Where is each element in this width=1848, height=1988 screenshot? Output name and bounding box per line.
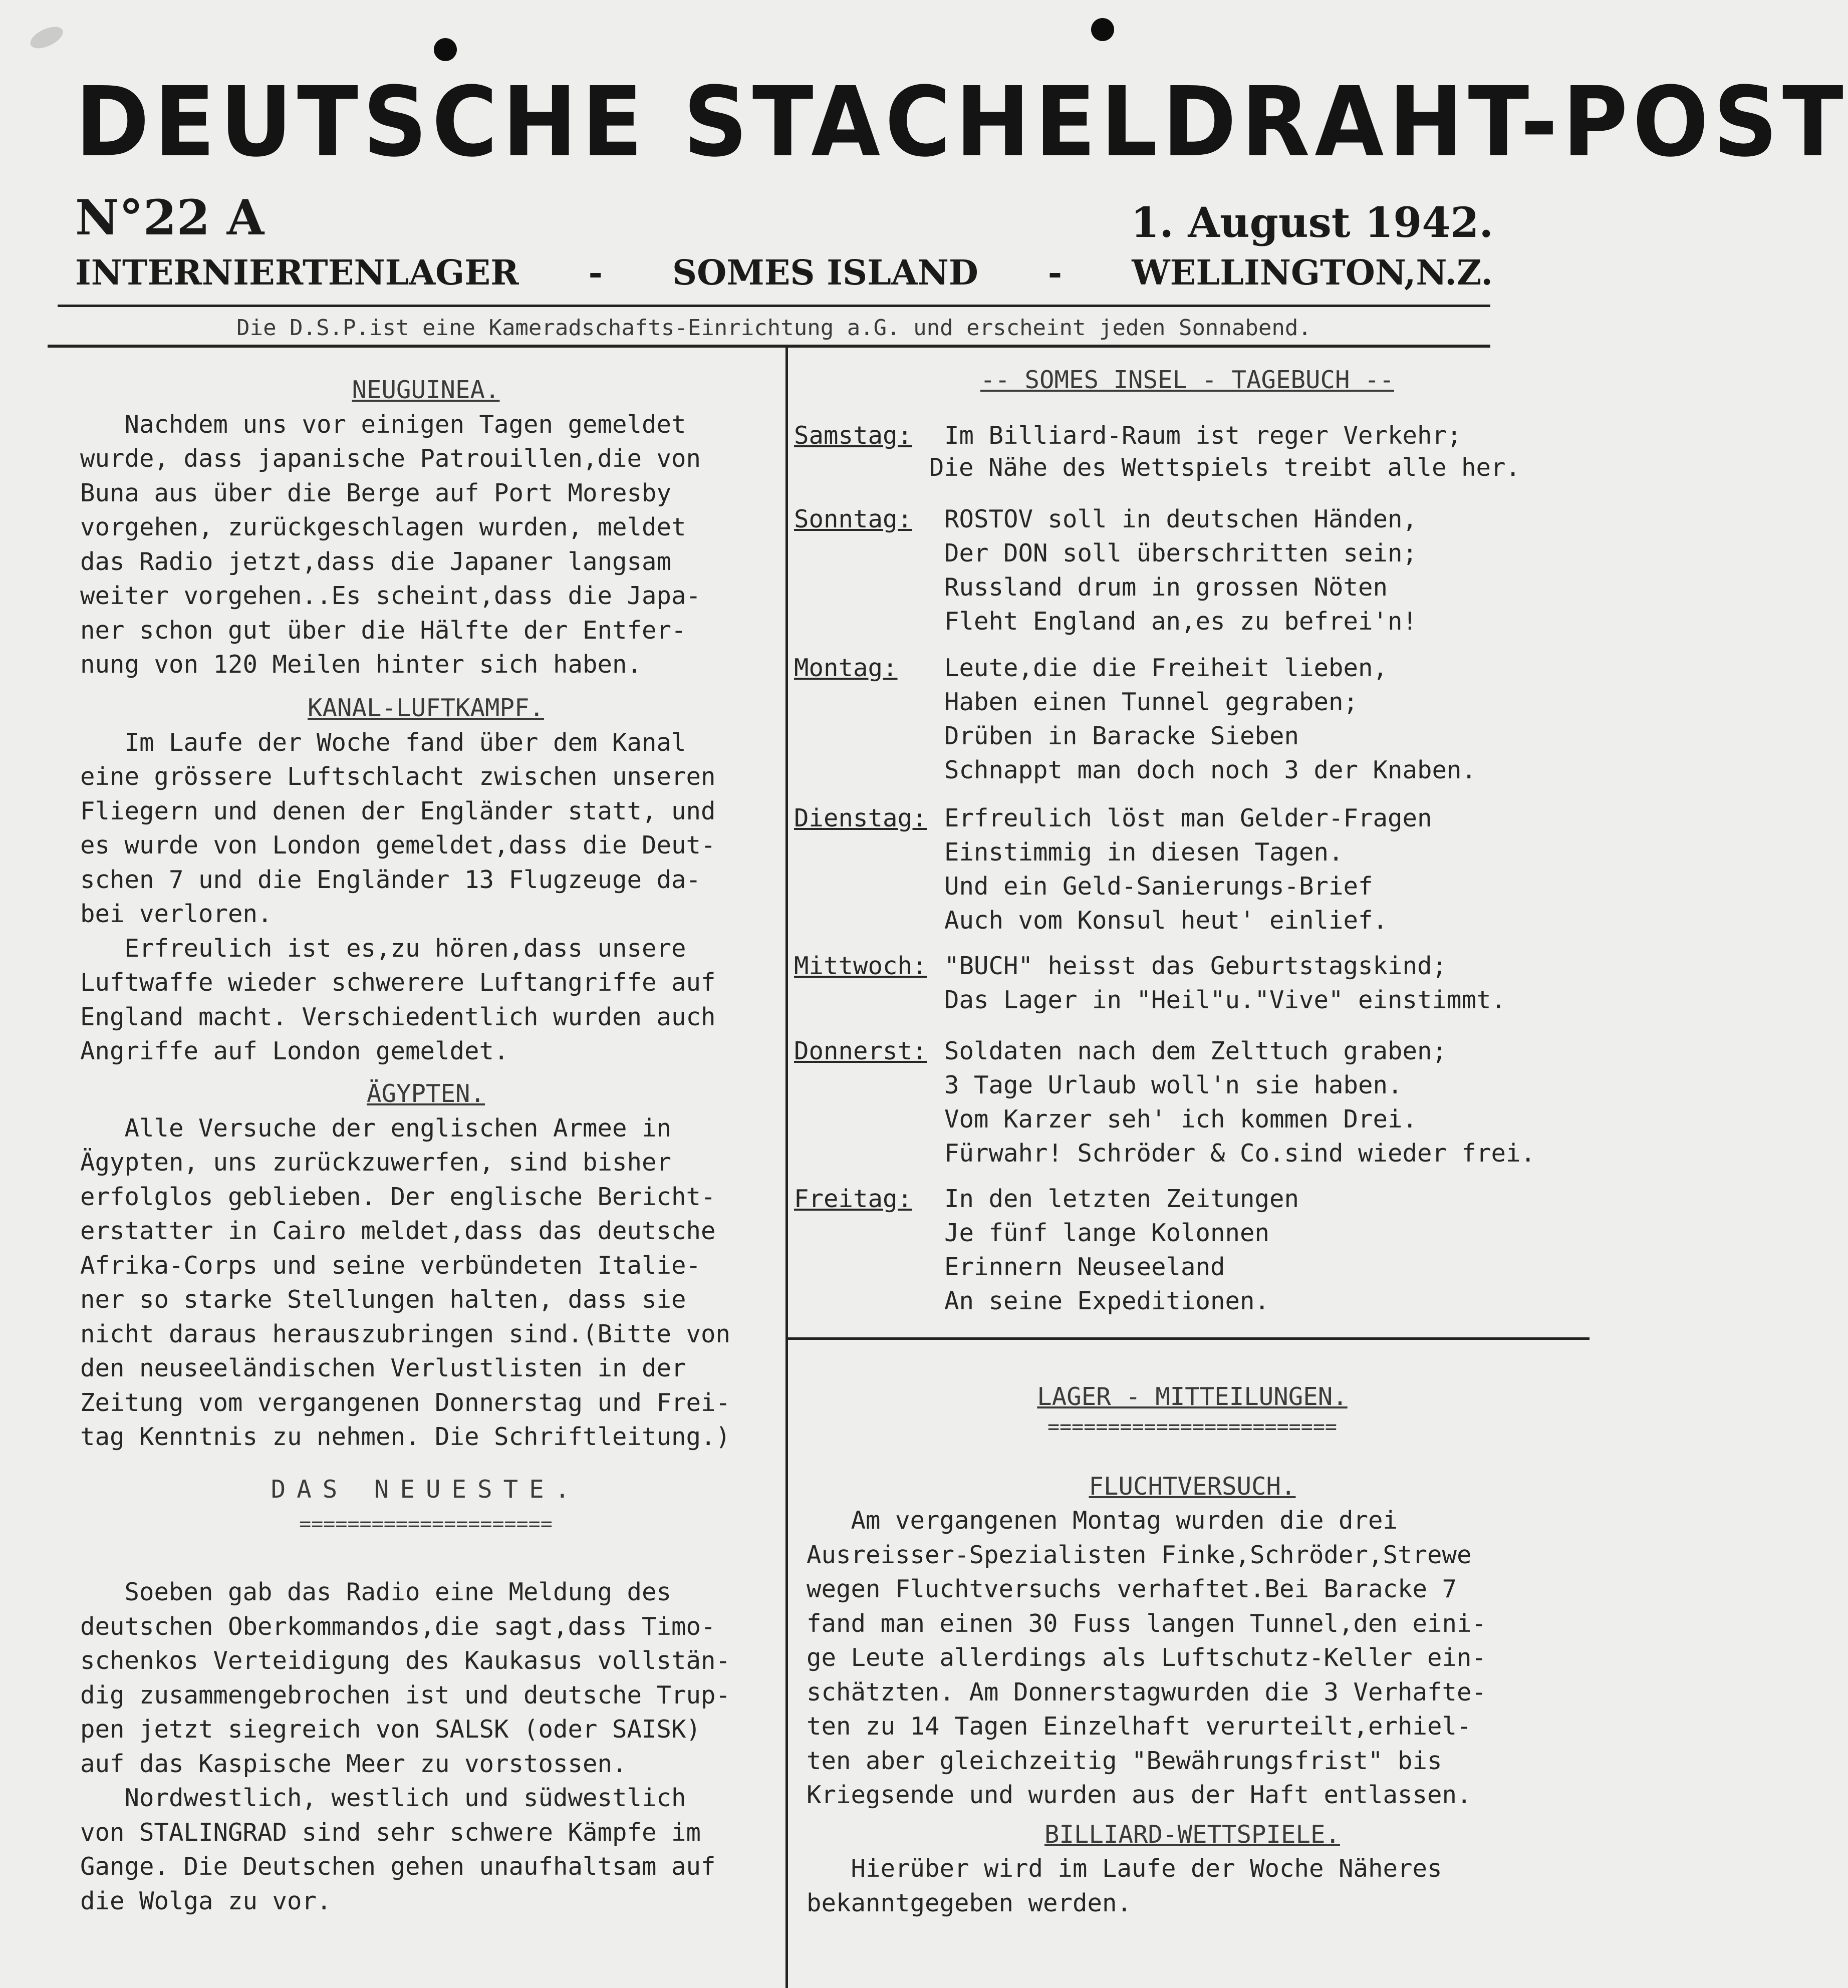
article-line: es wurde von London gemeldet,dass die Deut- bbox=[80, 831, 716, 860]
diary-line: Der DON soll überschritten sein; bbox=[944, 539, 1418, 567]
article-neuguinea bbox=[80, 373, 771, 682]
diary-line: Erfreulich löst man Gelder-Fragen bbox=[944, 804, 1432, 832]
diary-entry-sonntag bbox=[794, 502, 1596, 643]
article-line: erfolglos geblieben. Der englische Bericht- bbox=[80, 1182, 716, 1211]
article-line: Kriegsende und wurden aus der Haft entlassen. bbox=[807, 1781, 1472, 1809]
article-heading: FLUCHTVERSUCH. bbox=[1089, 1472, 1296, 1501]
article-line: nicht daraus herauszubringen sind.(Bitte von bbox=[80, 1319, 731, 1348]
article-line: wegen Fluchtversuchs verhaftet.Bei Baracke 7 bbox=[807, 1575, 1457, 1603]
article-line: Buna aus über die Berge auf Port Moresby bbox=[80, 478, 672, 507]
diary-day: Samstag: bbox=[794, 421, 913, 450]
article-line: ten aber gleichzeitig "Bewährungsfrist" bis bbox=[807, 1746, 1442, 1775]
diary-entry-donnerstag bbox=[794, 1034, 1596, 1175]
article-line: Erfreulich ist es,zu hören,dass unsere bbox=[80, 934, 686, 963]
article-line: Am vergangenen Montag wurden die drei bbox=[807, 1506, 1398, 1535]
article-line: vorgehen, zurückgeschlagen wurden, meldet bbox=[80, 513, 686, 541]
article-line: eine grössere Luftschlacht zwischen unseren bbox=[80, 762, 716, 791]
article-line: deutschen Oberkommandos,die sagt,dass Timo- bbox=[80, 1612, 716, 1641]
diary-entry-montag bbox=[794, 651, 1596, 791]
issue-date: 1. August 1942. bbox=[1131, 199, 1493, 247]
diary-line: Soldaten nach dem Zelttuch graben; bbox=[944, 1037, 1447, 1065]
article-line: wurde, dass japanische Patrouillen,die von bbox=[80, 444, 701, 473]
diary-line: Im Billiard-Raum ist reger Verkehr; bbox=[944, 421, 1462, 450]
location-city: WELLINGTON,N.Z. bbox=[1132, 253, 1493, 293]
diary-entry-dienstag bbox=[794, 801, 1596, 942]
diary-line: Haben einen Tunnel gegraben; bbox=[944, 688, 1359, 716]
diary-entry-samstag bbox=[794, 419, 1596, 489]
article-line: Im Laufe der Woche fand über dem Kanal bbox=[80, 728, 686, 757]
article-line: erstatter in Cairo meldet,dass das deutsche bbox=[80, 1217, 716, 1245]
header-rule bbox=[48, 345, 1490, 348]
diary-line: Erinnern Neuseeland bbox=[944, 1253, 1225, 1281]
article-line: ge Leute allerdings als Luftschutz-Keller ein- bbox=[807, 1643, 1487, 1672]
article-line: Alle Versuche der englischen Armee in bbox=[80, 1113, 672, 1143]
diary-entry-freitag bbox=[794, 1182, 1596, 1322]
article-line: Gange. Die Deutschen gehen unaufhaltsam auf bbox=[80, 1852, 716, 1881]
heading-underline: ======================== bbox=[1047, 1415, 1337, 1439]
article-line: schätzten. Am Donnerstagwurden die 3 Verhafte- bbox=[807, 1677, 1487, 1707]
diary-line: 3 Tage Urlaub woll'n sie haben. bbox=[944, 1071, 1403, 1099]
article-line: nung von 120 Meilen hinter sich haben. bbox=[80, 650, 642, 679]
location-island: SOMES ISLAND bbox=[672, 253, 978, 293]
diary-line: Das Lager in "Heil"u."Vive" einstimmt. bbox=[944, 986, 1506, 1014]
article-line: tag Kenntnis zu nehmen. Die Schriftleitung.) bbox=[80, 1423, 731, 1451]
diary-line: Fleht England an,es zu befrei'n! bbox=[944, 607, 1418, 636]
header-rule bbox=[58, 305, 1490, 307]
article-heading: NEUGUINEA. bbox=[352, 376, 500, 404]
article-line: auf das Kaspische Meer zu vorstossen. bbox=[80, 1749, 627, 1778]
masthead-title: DEUTSCHE STACHELDRAHT-POST bbox=[75, 67, 1848, 178]
article-line: Zeitung vom vergangenen Donnerstag und Frei- bbox=[80, 1388, 731, 1417]
article-line: Luftwaffe wieder schwerere Luftangriffe auf bbox=[80, 968, 716, 997]
heading-underline: ===================== bbox=[299, 1512, 553, 1536]
article-neueste bbox=[80, 1473, 771, 1918]
section-lager bbox=[807, 1380, 1578, 1920]
diary-line: Russland drum in grossen Nöten bbox=[944, 573, 1388, 602]
diary-title: -- SOMES INSEL - TAGEBUCH -- bbox=[980, 366, 1394, 394]
article-heading: ÄGYPTEN. bbox=[366, 1079, 485, 1108]
issue-number: N°22 A bbox=[75, 189, 265, 246]
article-line: Angriffe auf London gemeldet. bbox=[80, 1037, 509, 1065]
tagline: Die D.S.P.ist eine Kameradschafts-Einrichtung a.G. und erscheint jeden Sonnabend. bbox=[236, 315, 1311, 341]
diary-line: Auch vom Konsul heut' einlief. bbox=[944, 906, 1388, 935]
punch-hole-left bbox=[434, 38, 457, 61]
article-line: die Wolga zu vor. bbox=[80, 1886, 332, 1915]
diary-day: Mittwoch: bbox=[794, 952, 927, 980]
column-divider bbox=[785, 348, 788, 1988]
article-line: weiter vorgehen..Es scheint,dass die Japa- bbox=[80, 582, 701, 610]
diary-day: Montag: bbox=[794, 654, 898, 682]
diary-line: Fürwahr! Schröder & Co.sind wieder frei. bbox=[944, 1139, 1536, 1168]
location-camp: INTERNIERTENLAGER bbox=[75, 253, 519, 293]
article-line: Hierüber wird im Laufe der Woche Näheres bbox=[807, 1854, 1442, 1883]
diary-line: Und ein Geld-Sanierungs-Brief bbox=[944, 872, 1373, 901]
article-line: Soeben gab das Radio eine Meldung des bbox=[80, 1578, 672, 1606]
ink-smudge bbox=[27, 23, 66, 53]
punch-hole-right bbox=[1091, 18, 1114, 41]
article-line: den neuseeländischen Verlustlisten in der bbox=[80, 1354, 686, 1382]
diary-line: An seine Expeditionen. bbox=[944, 1287, 1270, 1315]
diary-line: Drüben in Baracke Sieben bbox=[944, 722, 1299, 750]
diary-day: Donnerst: bbox=[794, 1037, 927, 1065]
location-line bbox=[75, 250, 1493, 296]
diary-line: Schnappt man doch noch 3 der Knaben. bbox=[944, 756, 1477, 784]
article-line: pen jetzt siegreich von SALSK (oder SAISK) bbox=[80, 1715, 701, 1744]
article-line: bekanntgegeben werden. bbox=[807, 1888, 1132, 1917]
section-heading: LAGER - MITTEILUNGEN. bbox=[1037, 1382, 1348, 1411]
article-line: von STALINGRAD sind sehr schwere Kämpfe im bbox=[80, 1818, 701, 1847]
diary-line: ROSTOV soll in deutschen Händen, bbox=[944, 505, 1418, 533]
article-line: ner schon gut über die Hälfte der Entfer- bbox=[80, 616, 686, 645]
article-aegypten bbox=[80, 1077, 771, 1455]
article-line: das Radio jetzt,dass die Japaner langsam bbox=[80, 547, 672, 576]
location-dash: - bbox=[1047, 253, 1063, 293]
article-line: ner so starke Stellungen halten, dass sie bbox=[80, 1285, 686, 1314]
diary-line: Einstimmig in diesen Tagen. bbox=[944, 838, 1344, 867]
diary-day: Sonntag: bbox=[794, 505, 913, 533]
article-line: dig zusammengebrochen ist und deutsche Trup- bbox=[80, 1680, 731, 1710]
article-line: schen 7 und die Engländer 13 Flugzeuge da- bbox=[80, 865, 701, 894]
article-line: ten zu 14 Tagen Einzelhaft verurteilt,erhiel- bbox=[807, 1712, 1472, 1741]
location-dash: - bbox=[588, 253, 603, 293]
article-line: Fliegern und denen der Engländer statt, und bbox=[80, 796, 716, 825]
article-line: schenkos Verteidigung des Kaukasus vollstän- bbox=[80, 1646, 731, 1675]
article-line: England macht. Verschiedentlich wurden auch bbox=[80, 1002, 716, 1031]
diary-line: Die Nähe des Wettspiels treibt alle her. bbox=[929, 453, 1521, 482]
article-line: Nordwestlich, westlich und südwestlich bbox=[80, 1784, 686, 1812]
section-divider bbox=[788, 1337, 1590, 1340]
diary-line: Je fünf lange Kolonnen bbox=[944, 1219, 1270, 1247]
article-line: Ausreisser-Spezialisten Finke,Schröder,Strewe bbox=[807, 1540, 1472, 1569]
article-line: fand man einen 30 Fuss langen Tunnel,den eini- bbox=[807, 1609, 1487, 1638]
diary-day: Freitag: bbox=[794, 1185, 913, 1213]
diary-line: Leute,die die Freiheit lieben, bbox=[944, 654, 1388, 682]
diary-heading bbox=[797, 363, 1578, 398]
article-line: Afrika-Corps und seine verbündeten Italie- bbox=[80, 1251, 701, 1280]
article-heading: KANAL-LUFTKAMPF. bbox=[307, 694, 544, 722]
article-line: Ägypten, uns zurückzuwerfen, sind bisher bbox=[80, 1148, 672, 1177]
article-kanal bbox=[80, 691, 771, 1069]
diary-entry-mittwoch bbox=[794, 949, 1596, 1019]
article-heading: BILLIARD-WETTSPIELE. bbox=[1044, 1820, 1340, 1849]
article-line: Nachdem uns vor einigen Tagen gemeldet bbox=[80, 410, 686, 439]
diary-line: In den letzten Zeitungen bbox=[944, 1185, 1299, 1213]
diary-day: Dienstag: bbox=[794, 804, 927, 832]
article-heading: DAS NEUESTE. bbox=[271, 1475, 581, 1504]
article-line: bei verloren. bbox=[80, 900, 273, 928]
diary-line: Vom Karzer seh' ich kommen Drei. bbox=[944, 1105, 1418, 1133]
diary-line: "BUCH" heisst das Geburtstagskind; bbox=[944, 952, 1447, 980]
